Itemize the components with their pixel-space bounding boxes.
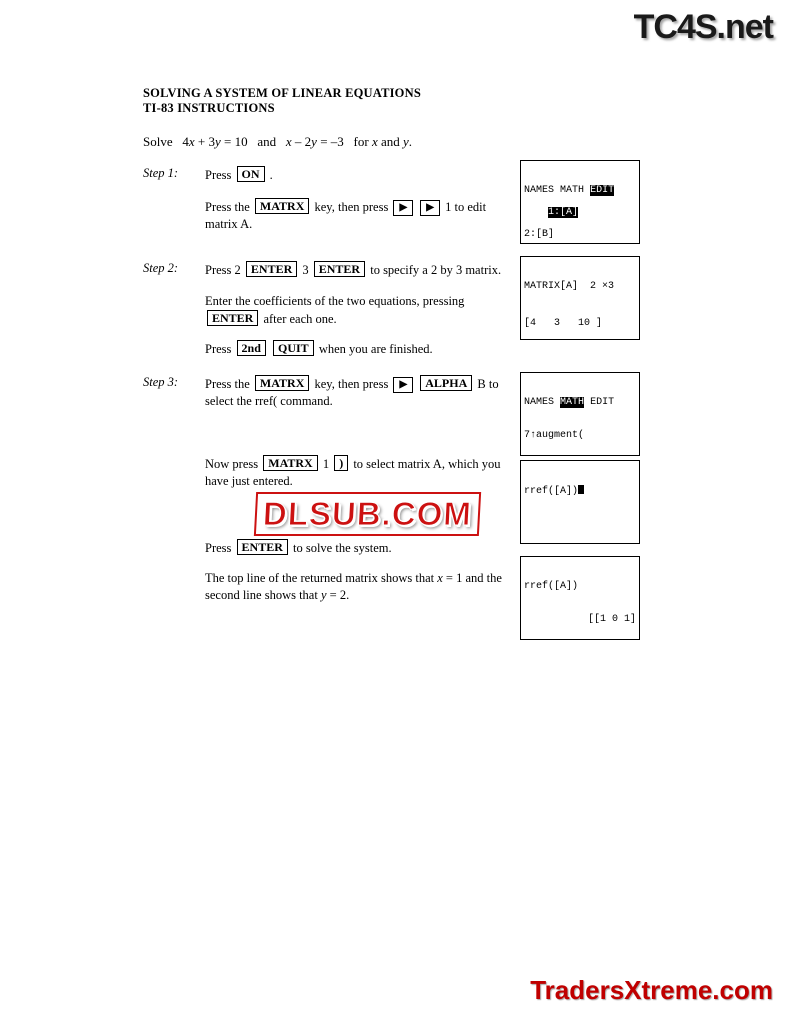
calc-screen-home-entry [520, 460, 640, 544]
calc-screen-matrix-math [520, 372, 640, 456]
key-2nd[interactable]: 2nd [237, 340, 266, 356]
step-3-paragraph-4: The top line of the returned matrix shows that x = 1 and the second line shows that y = 2. [205, 571, 502, 602]
page-title-line2: TI-83 INSTRUCTIONS [143, 101, 275, 115]
step-2-paragraph-1: Press 2 ENTER 3 ENTER to specify a 2 by 3 matrix. [205, 262, 502, 277]
key-right-arrow[interactable]: ▶ [393, 200, 413, 216]
step-3-label: Step 3: [143, 375, 179, 389]
page-title [143, 86, 421, 116]
calc-screen-matrix-names [520, 160, 640, 244]
problem-statement: Solve 4x + 3y = 10 and x – 2y = –3 for x and y. [143, 134, 413, 149]
page-title-line1: SOLVING A SYSTEM OF LINEAR EQUATIONS [143, 86, 421, 100]
step-1-label: Step 1: [143, 166, 179, 180]
matrix-names-header [524, 185, 636, 196]
tab-math: MATH [560, 185, 585, 196]
key-matrx-3[interactable]: MATRX [263, 455, 317, 471]
watermark-bottom-right: TradersXtreme.com [530, 975, 773, 1005]
key-right-arrow-2[interactable]: ▶ [420, 200, 440, 216]
matrix-list-item-b: 2:[B] [524, 229, 555, 240]
key-matrx[interactable]: MATRX [255, 198, 309, 214]
watermark-top-right: TC4S.net [633, 8, 773, 46]
calc-screen-matrix-editor [520, 256, 640, 340]
step-2-paragraph-3: Press 2nd QUIT when you are finished. [205, 341, 433, 356]
tab-names-2: NAMES [524, 397, 555, 408]
key-right-arrow-3[interactable]: ▶ [393, 377, 413, 393]
tab-math-selected: MATH [560, 397, 585, 408]
matrix-editor-title: MATRIX[A] 2 ×3 [524, 281, 615, 292]
text-cursor [578, 485, 584, 494]
home-result-row-1: [[1 0 1] [587, 614, 636, 625]
math-item-augment: 7↑augment( [524, 430, 585, 441]
home-result-entry: rref([A]) [524, 581, 579, 592]
key-matrx-2[interactable]: MATRX [255, 375, 309, 391]
key-enter-3[interactable]: ENTER [207, 310, 258, 326]
tab-names: NAMES [524, 185, 555, 196]
step-3-paragraph-2: Now press MATRX 1 ) to select matrix A, which you have just entered. [205, 456, 501, 488]
home-entry-line [524, 485, 636, 496]
step-3-paragraph-1: Press the MATRX key, then press ▶ ALPHA B to select the rref( command. [205, 376, 499, 408]
step-3-paragraph-3: Press ENTER to solve the system. [205, 540, 392, 555]
step-2-label: Step 2: [143, 261, 179, 275]
key-close-paren[interactable]: ) [334, 455, 348, 471]
key-alpha[interactable]: ALPHA [420, 375, 472, 391]
matrix-math-header [524, 397, 636, 408]
step-1-paragraph-2: Press the MATRX key, then press ▶ ▶ 1 to edit matrix A. [205, 199, 487, 231]
key-enter-2[interactable]: ENTER [314, 261, 365, 277]
matrix-list-item-a: 1:[A] [548, 207, 579, 218]
matrix-editor-row-1: [4 3 10 ] [524, 318, 603, 329]
key-on[interactable]: ON [237, 166, 265, 182]
calc-screen-home-result [520, 556, 640, 640]
home-entry-text: rref([A]) [524, 486, 579, 497]
tab-edit-2: EDIT [590, 397, 615, 408]
key-enter-4[interactable]: ENTER [237, 539, 288, 555]
tab-edit-selected: EDIT [590, 185, 615, 196]
key-enter[interactable]: ENTER [246, 261, 297, 277]
step-1-paragraph-1: Press ON . [205, 167, 273, 182]
key-quit[interactable]: QUIT [273, 340, 314, 356]
watermark-center: DLSUB.COM [254, 492, 481, 536]
step-2-paragraph-2: Enter the coefficients of the two equations, pressing ENTER after each one. [205, 294, 465, 326]
